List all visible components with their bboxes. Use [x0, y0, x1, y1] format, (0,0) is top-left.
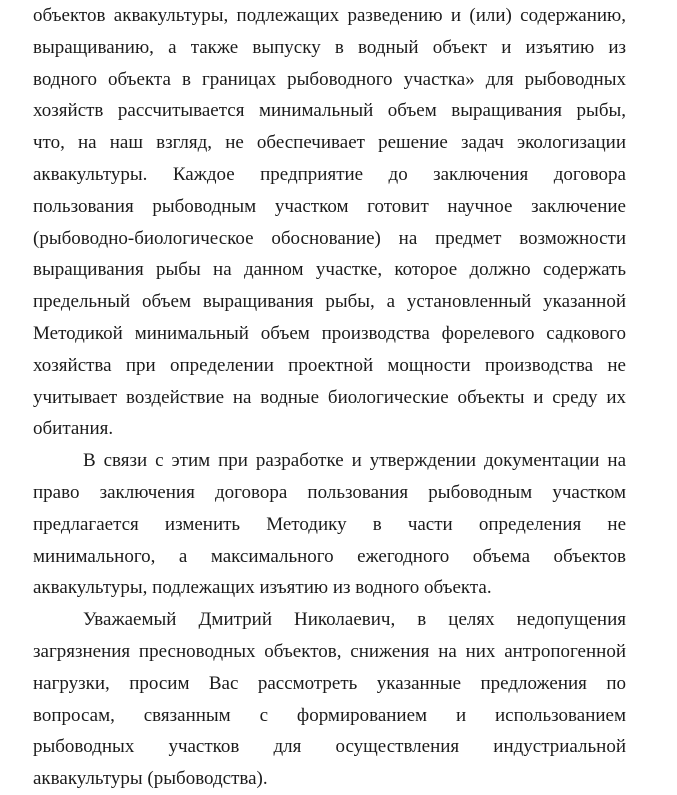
document-body — [33, 0, 626, 795]
text-line: объектов аквакультуры, подлежащих разведению и (или) содержанию, — [33, 5, 626, 26]
text-line: аквакультуры (рыбоводства). — [33, 768, 268, 790]
text-line: право заключения договора пользования рыбоводным участком — [33, 481, 626, 503]
text-line: предлагается изменить Методику в части определения не — [33, 513, 626, 535]
text-line: водного объекта в границах рыбоводного участка» для рыбоводных — [33, 68, 626, 90]
text-line: хозяйств рассчитывается минимальный объем выращивания рыбы, — [33, 100, 626, 122]
text-line: (рыбоводно-биологическое обоснование) на предмет возможности — [33, 227, 626, 249]
text-line: выращиванию, а также выпуску в водный объект и изъятию из — [33, 36, 626, 58]
text-line: аквакультуры. Каждое предприятие до заключения договора — [33, 163, 626, 185]
text-line: нагрузки, просим Вас рассмотреть указанные предложения по — [33, 672, 626, 694]
text-line: хозяйства при определении проектной мощности производства не — [33, 354, 626, 376]
text-line: В связи с этим при разработке и утверждении документации на — [83, 450, 626, 472]
paragraph — [33, 604, 626, 795]
text-line: учитывает воздействие на водные биологические объекты и среду их — [33, 386, 626, 408]
text-line: рыбоводных участков для осуществления индустриальной — [33, 736, 626, 758]
paragraph — [33, 445, 626, 604]
text-line: Уважаемый Дмитрий Николаевич, в целях недопущения — [83, 609, 626, 631]
paragraph — [33, 0, 626, 445]
text-line: предельный объем выращивания рыбы, а установленный указанной — [33, 291, 626, 313]
text-line: что, на наш взгляд, не обеспечивает решение задач экологизации — [33, 132, 626, 154]
text-line: аквакультуры, подлежащих изъятию из водного объекта. — [33, 577, 492, 599]
text-line: загрязнения пресноводных объектов, снижения на них антропогенной — [33, 640, 626, 662]
text-line: обитания. — [33, 418, 114, 440]
text-line: вопросам, связанным с формированием и использованием — [33, 704, 626, 726]
text-line: пользования рыбоводным участком готовит научное заключение — [33, 195, 626, 217]
text-line: минимального, а максимального ежегодного объема объектов — [33, 545, 626, 567]
text-line: Методикой минимальный объем производства форелевого садкового — [33, 322, 626, 344]
text-line: выращивания рыбы на данном участке, которое должно содержать — [33, 259, 626, 281]
